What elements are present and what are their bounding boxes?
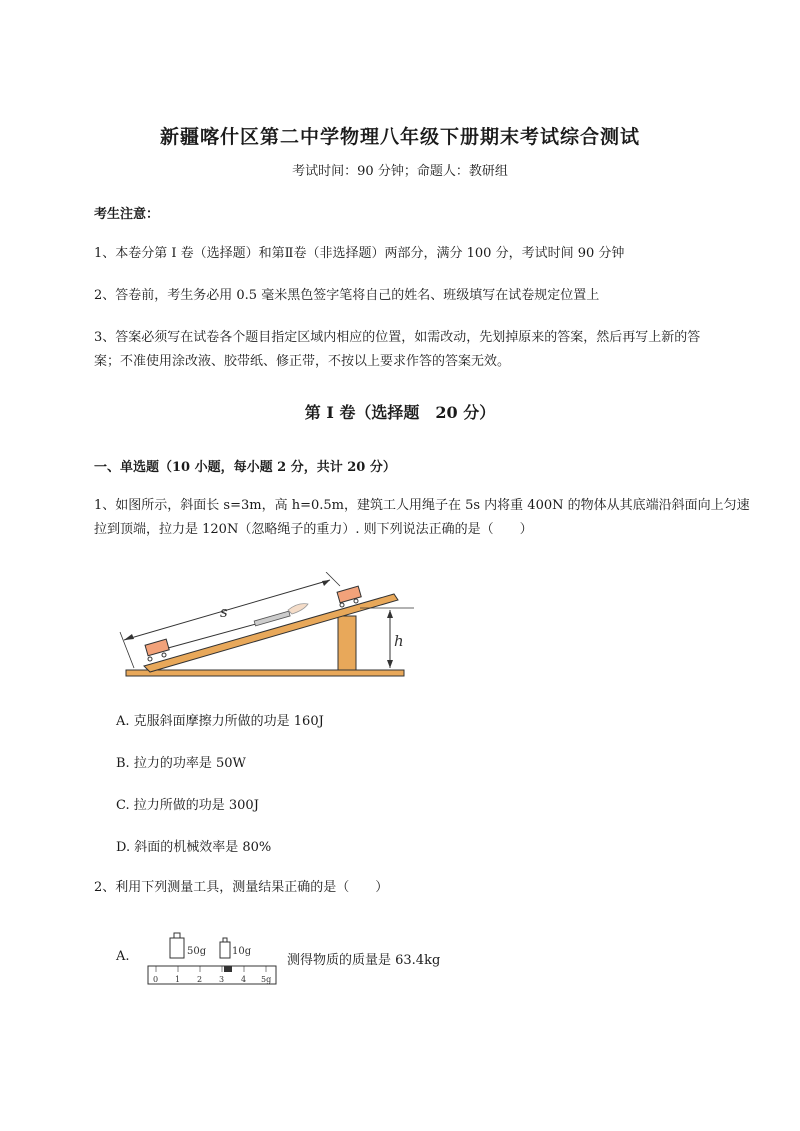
weight-50g-label: 50g: [187, 946, 207, 957]
question-2-stem: 2、利用下列测量工具，测量结果正确的是（ ）: [94, 880, 389, 895]
q1-option-d[interactable]: D. 斜面的机械效率是 80%: [116, 840, 272, 855]
tick-label: 4: [241, 975, 247, 984]
exam-info: 考试时间：90 分钟；命题人：教研组: [292, 164, 508, 179]
s-label: s: [220, 603, 228, 621]
incline-figure: [116, 572, 416, 682]
q1-option-b[interactable]: B. 拉力的功率是 50W: [116, 756, 246, 771]
tick-label: 5g: [261, 975, 272, 984]
question-1-stem: 1、如图所示，斜面长 s=3m，高 h=0.5m，建筑工人用绳子在 5s 内将重 400N 的物体从其底端沿斜面向上匀速拉到顶端，拉力是 120N（忽略绳子的重力）. 则下列说法正确的是（ ）: [94, 498, 750, 537]
weight-10g-label: 10g: [232, 946, 252, 957]
weight-50g-icon: [170, 938, 184, 958]
rider: [224, 966, 232, 972]
tick-label: 0: [153, 975, 159, 984]
bottom-box: [145, 639, 169, 661]
tick-label: 1: [175, 975, 181, 984]
page-title: 新疆喀什区第二中学物理八年级下册期末考试综合测试: [159, 126, 640, 148]
h-label: h: [394, 632, 404, 650]
section-title: 第 I 卷（选择题 20 分）: [304, 403, 496, 422]
notice-heading: 考生注意：: [94, 207, 160, 222]
notice-item-3: 3、答案必须写在试卷各个题目指定区域内相应的位置，如需改动，先划掉原来的答案，然后再写上新的答案；不准使用涂改液、胶带纸、修正带，不按以上要求作答的答案无效。: [94, 330, 701, 369]
notice-item-2: 2、答卷前，考生务必用 0.5 毫米黑色签字笔将自己的姓名、班级填写在试卷规定位置上: [94, 288, 600, 303]
ground-plank: [126, 670, 404, 676]
top-box: [337, 586, 361, 607]
q2-option-a-letter[interactable]: A.: [116, 949, 130, 964]
tick-label: 2: [197, 975, 203, 984]
balance-figure: [146, 928, 280, 988]
notice-item-1: 1、本卷分第 I 卷（选择题）和第Ⅱ卷（非选择题）两部分，满分 100 分，考试时间 90 分钟: [94, 246, 625, 261]
support-post: [338, 616, 356, 670]
incline-plank: [144, 594, 398, 672]
q1-option-c[interactable]: C. 拉力所做的功是 300J: [116, 798, 259, 813]
q1-option-a[interactable]: A. 克服斜面摩擦力所做的功是 160J: [116, 714, 324, 729]
weight-10g-icon: [220, 942, 230, 958]
hand: [288, 604, 308, 614]
spring-scale: [254, 611, 290, 626]
part-heading: 一、单选题（10 小题，每小题 2 分，共计 20 分）: [94, 460, 396, 475]
q2-option-a-text[interactable]: 测得物质的质量是 63.4kg: [287, 953, 441, 968]
scale-bar: [148, 966, 276, 984]
tick-label: 3: [219, 975, 225, 984]
